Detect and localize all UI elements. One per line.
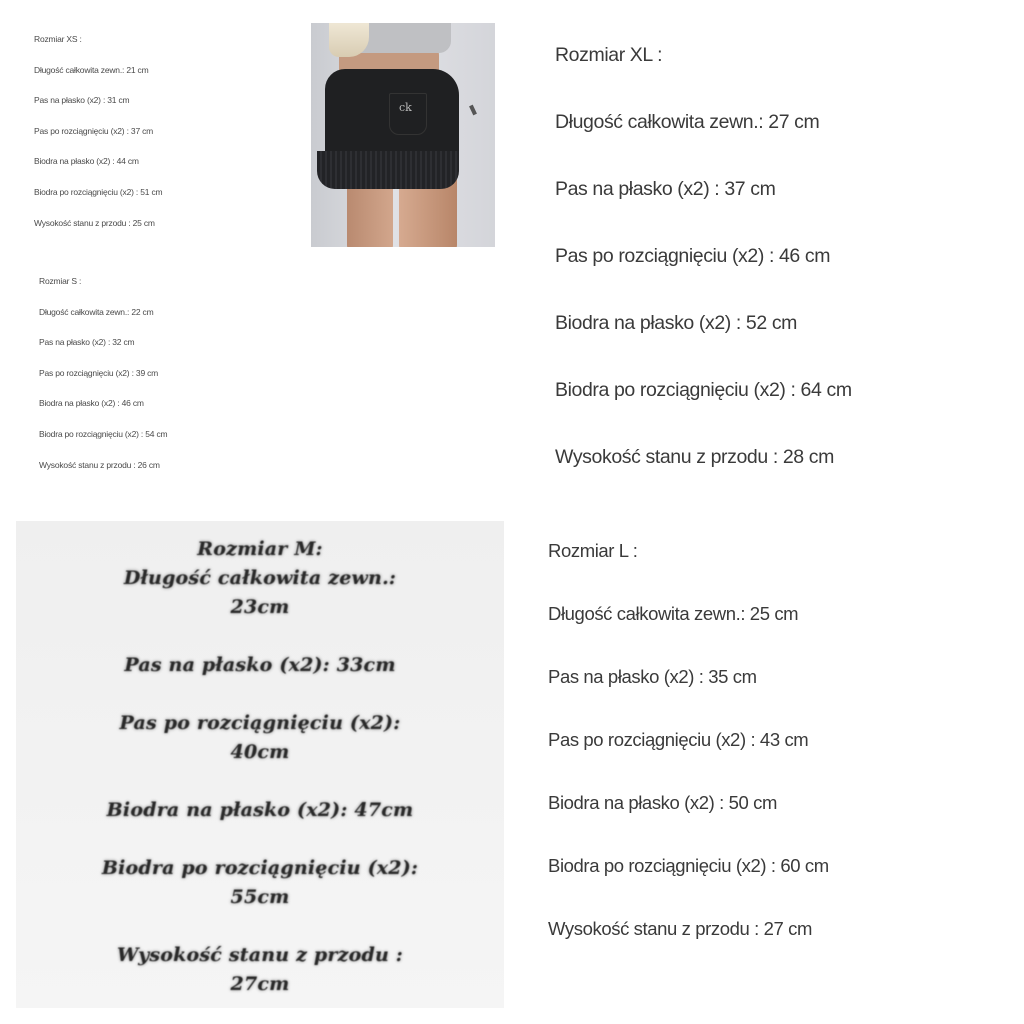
photo-wall-tag — [469, 105, 477, 116]
measurement-hips-flat: Biodra na płasko (x2) : 44 cm — [34, 156, 139, 167]
size-chart-m — [16, 521, 504, 1008]
size-chart-xl — [555, 42, 995, 511]
measurement-length-label: Długość całkowita zewn.: — [123, 567, 397, 589]
size-title-xs: Rozmiar XS : — [34, 34, 82, 44]
measurement-hips-flat: Biodra na płasko (x2) : 52 cm — [555, 312, 798, 334]
size-title-xl: Rozmiar XL : — [555, 44, 663, 66]
product-photo — [311, 23, 495, 247]
size-chart-xs — [34, 30, 294, 244]
measurement-hips-stretched: Biodra po rozciągnięciu (x2) : 60 cm — [548, 855, 829, 876]
measurement-hips-flat: Biodra na płasko (x2): 47cm — [106, 799, 414, 821]
size-chart-s — [39, 272, 299, 486]
measurement-hips-stretched-label: Biodra po rozciągnięciu (x2): — [101, 857, 419, 879]
size-title-s: Rozmiar S : — [39, 276, 82, 286]
measurement-waist-stretched: Pas po rozciągnięciu (x2) : 43 cm — [548, 729, 809, 750]
measurement-waist-stretched-label: Pas po rozciągnięciu (x2): — [119, 712, 401, 734]
measurement-waist-flat: Pas na płasko (x2) : 32 cm — [39, 337, 135, 348]
measurement-front-rise: Wysokość stanu z przodu : 26 cm — [39, 459, 160, 470]
measurement-hips-stretched-value: 55cm — [230, 886, 290, 908]
brand-logo-icon: ck — [399, 101, 412, 114]
measurement-length: Długość całkowita zewn.: 21 cm — [34, 64, 149, 75]
measurement-length-value: 23cm — [230, 596, 290, 618]
measurement-length: Długość całkowita zewn.: 25 cm — [548, 603, 799, 624]
measurement-waist-flat: Pas na płasko (x2): 33cm — [124, 654, 396, 676]
measurement-waist-stretched: Pas po rozciągnięciu (x2) : 39 cm — [39, 367, 159, 378]
measurement-front-rise-value: 27cm — [230, 973, 290, 995]
measurement-front-rise: Wysokość stanu z przodu : 27 cm — [548, 918, 813, 939]
measurement-front-rise-label: Wysokość stanu z przodu : — [117, 944, 403, 966]
measurement-waist-flat: Pas na płasko (x2) : 31 cm — [34, 95, 130, 106]
measurement-length: Długość całkowita zewn.: 22 cm — [39, 306, 154, 317]
measurement-waist-stretched-value: 40cm — [230, 741, 290, 763]
measurement-hips-flat: Biodra na płasko (x2) : 50 cm — [548, 792, 778, 813]
size-title-l: Rozmiar L : — [548, 540, 638, 561]
measurement-waist-flat: Pas na płasko (x2) : 35 cm — [548, 666, 757, 687]
photo-shorts-fringe — [317, 151, 459, 189]
measurement-hips-stretched: Biodra po rozciągnięciu (x2) : 51 cm — [34, 186, 163, 197]
measurement-front-rise: Wysokość stanu z przodu : 25 cm — [34, 217, 155, 228]
measurement-front-rise: Wysokość stanu z przodu : 28 cm — [555, 446, 834, 468]
measurement-waist-stretched: Pas po rozciągnięciu (x2) : 46 cm — [555, 245, 831, 267]
size-title-m: Rozmiar M: — [197, 538, 323, 560]
measurement-length: Długość całkowita zewn.: 27 cm — [555, 111, 820, 133]
measurement-hips-stretched: Biodra po rozciągnięciu (x2) : 54 cm — [39, 428, 168, 439]
measurement-hips-stretched: Biodra po rozciągnięciu (x2) : 64 cm — [555, 379, 852, 401]
measurement-waist-stretched: Pas po rozciągnięciu (x2) : 37 cm — [34, 125, 154, 136]
size-chart-l — [548, 538, 988, 979]
measurement-waist-flat: Pas na płasko (x2) : 37 cm — [555, 178, 776, 200]
photo-back-pocket — [389, 93, 427, 135]
measurement-hips-flat: Biodra na płasko (x2) : 46 cm — [39, 398, 144, 409]
